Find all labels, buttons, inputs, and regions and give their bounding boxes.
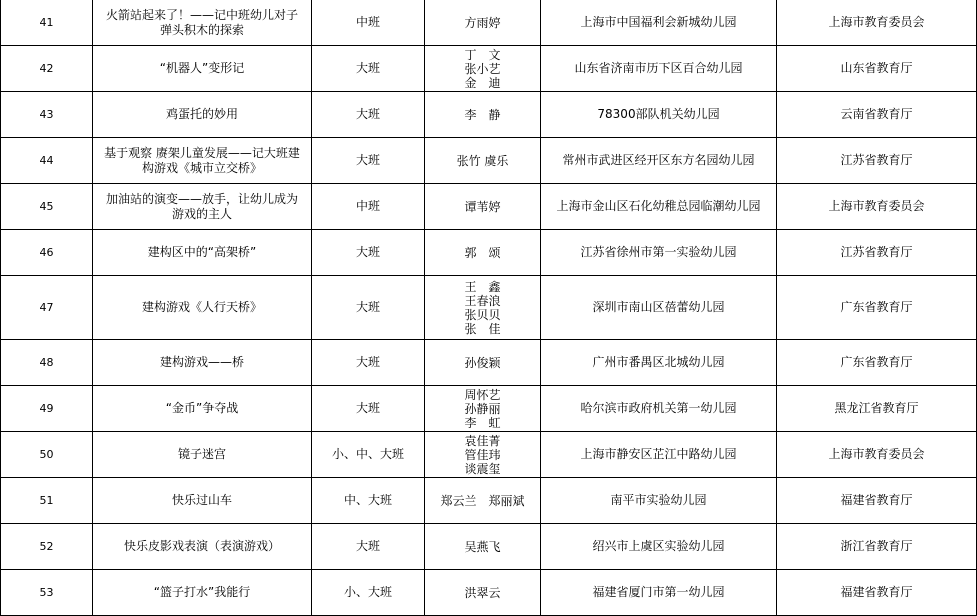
- class-level-cell: 中班: [312, 184, 425, 230]
- title-line: 火箭站起来了！——记中班幼儿对子: [105, 7, 298, 22]
- kindergarten-cell: 江苏省徐州市第一实验幼儿园: [541, 230, 777, 276]
- title-cell: [93, 0, 312, 46]
- row-number-cell: 43: [1, 92, 93, 138]
- row-number-cell: 44: [1, 138, 93, 184]
- title-line: 快乐皮影戏表演（表演游戏）: [123, 539, 280, 553]
- department-cell: 广东省教育厅: [777, 276, 977, 340]
- title-cell: [93, 478, 312, 524]
- author-name: 管佳玮: [464, 447, 501, 462]
- title-cell: [93, 184, 312, 230]
- title-line: “篮子打水”我能行: [153, 585, 251, 599]
- kindergarten-cell: 上海市静安区芷江中路幼儿园: [541, 432, 777, 478]
- class-level-cell: 大班: [312, 276, 425, 340]
- row-number-cell: 51: [1, 478, 93, 524]
- author-name: 丁 文: [464, 47, 501, 62]
- title-line: 快乐过山车: [171, 493, 232, 507]
- authors-cell: [425, 138, 541, 184]
- authors-cell: [425, 230, 541, 276]
- author-name: 谈震玺: [464, 461, 501, 476]
- title-line: 建构游戏《人行天桥》: [141, 300, 262, 314]
- author-name: 李 虹: [464, 415, 501, 430]
- title-cell: [93, 138, 312, 184]
- author-name: 吴燕飞: [464, 539, 501, 554]
- title-line: 构游戏《城市立交桥》: [141, 160, 262, 175]
- table-row: [1, 386, 977, 432]
- row-number-cell: 46: [1, 230, 93, 276]
- author-name: 李 静: [464, 107, 501, 122]
- authors-cell: [425, 386, 541, 432]
- title-cell: [93, 92, 312, 138]
- department-cell: 福建省教育厅: [777, 570, 977, 616]
- title-cell: [93, 432, 312, 478]
- kindergarten-cell: 绍兴市上虞区实验幼儿园: [541, 524, 777, 570]
- author-name: 王 鑫: [464, 279, 501, 294]
- row-number-cell: 42: [1, 46, 93, 92]
- authors-cell: [425, 478, 541, 524]
- table-row: [1, 570, 977, 616]
- authors-cell: [425, 92, 541, 138]
- department-cell: 江苏省教育厅: [777, 230, 977, 276]
- table-row: [1, 92, 977, 138]
- author-name: 张小艺: [464, 61, 501, 76]
- row-number-cell: 52: [1, 524, 93, 570]
- authors-cell: [425, 276, 541, 340]
- class-level-cell: 中、大班: [312, 478, 425, 524]
- class-level-cell: 中班: [312, 0, 425, 46]
- row-number-cell: 50: [1, 432, 93, 478]
- author-name: 金 迪: [464, 75, 501, 90]
- author-name: 谭苇婷: [464, 199, 501, 214]
- kindergarten-cell: 福建省厦门市第一幼儿园: [541, 570, 777, 616]
- table-row: [1, 340, 977, 386]
- table-row: [1, 524, 977, 570]
- kindergarten-cell: 南平市实验幼儿园: [541, 478, 777, 524]
- title-line: “机器人”变形记: [159, 61, 245, 75]
- table-row: [1, 276, 977, 340]
- author-name: 张竹 虞乐: [456, 153, 509, 168]
- class-level-cell: 大班: [312, 46, 425, 92]
- authors-cell: [425, 0, 541, 46]
- author-name: 方雨婷: [464, 15, 501, 30]
- kindergarten-cell: 上海市中国福利会新城幼儿园: [541, 0, 777, 46]
- table-body: [1, 0, 977, 616]
- table-row: [1, 46, 977, 92]
- class-level-cell: 大班: [312, 92, 425, 138]
- title-cell: [93, 46, 312, 92]
- row-number-cell: 45: [1, 184, 93, 230]
- class-level-cell: 大班: [312, 524, 425, 570]
- authors-cell: [425, 184, 541, 230]
- department-cell: 上海市教育委员会: [777, 0, 977, 46]
- author-name: 周怀艺: [464, 387, 501, 402]
- title-line: 游戏的主人: [171, 206, 232, 221]
- kindergarten-cell: 广州市番禺区北城幼儿园: [541, 340, 777, 386]
- table-row: [1, 230, 977, 276]
- title-cell: [93, 386, 312, 432]
- author-name: 洪翠云: [464, 585, 501, 600]
- row-number-cell: 41: [1, 0, 93, 46]
- title-line: 建构游戏——桥: [159, 355, 244, 369]
- kindergarten-cell: 山东省济南市历下区百合幼儿园: [541, 46, 777, 92]
- department-cell: 福建省教育厅: [777, 478, 977, 524]
- row-number-cell: 47: [1, 276, 93, 340]
- kindergarten-cell: 深圳市南山区蓓蕾幼儿园: [541, 276, 777, 340]
- authors-cell: [425, 46, 541, 92]
- table-row: [1, 478, 977, 524]
- table-row: [1, 0, 977, 46]
- row-number-cell: 49: [1, 386, 93, 432]
- authors-cell: [425, 570, 541, 616]
- class-level-cell: 大班: [312, 230, 425, 276]
- author-name: 郑云兰 郑丽斌: [440, 493, 525, 508]
- title-line: 基于观察 赓架儿童发展——记大班建: [104, 145, 300, 160]
- title-line: 加油站的演变——放手，让幼儿成为: [105, 191, 298, 206]
- title-line: 弹头积木的探索: [159, 22, 244, 37]
- row-number-cell: 53: [1, 570, 93, 616]
- author-name: 张贝贝: [464, 307, 501, 322]
- title-cell: [93, 570, 312, 616]
- department-cell: 广东省教育厅: [777, 340, 977, 386]
- title-line: 镜子迷宫: [177, 447, 226, 461]
- kindergarten-cell: 哈尔滨市政府机关第一幼儿园: [541, 386, 777, 432]
- department-cell: 云南省教育厅: [777, 92, 977, 138]
- kindergarten-cell: 78300部队机关幼儿园: [541, 92, 777, 138]
- class-level-cell: 大班: [312, 340, 425, 386]
- authors-cell: [425, 524, 541, 570]
- author-name: 王春浪: [464, 293, 501, 308]
- row-number-cell: 48: [1, 340, 93, 386]
- class-level-cell: 大班: [312, 138, 425, 184]
- table-row: [1, 138, 977, 184]
- title-cell: [93, 230, 312, 276]
- title-line: 建构区中的“高架桥”: [147, 245, 257, 259]
- department-cell: 山东省教育厅: [777, 46, 977, 92]
- table-row: [1, 184, 977, 230]
- table-row: [1, 432, 977, 478]
- class-level-cell: 小、大班: [312, 570, 425, 616]
- authors-cell: [425, 432, 541, 478]
- kindergarten-cell: 上海市金山区石化幼稚总园临潮幼儿园: [541, 184, 777, 230]
- department-cell: 上海市教育委员会: [777, 432, 977, 478]
- title-cell: [93, 524, 312, 570]
- title-cell: [93, 276, 312, 340]
- author-name: 张 佳: [464, 321, 501, 336]
- authors-cell: [425, 340, 541, 386]
- department-cell: 浙江省教育厅: [777, 524, 977, 570]
- class-level-cell: 小、中、大班: [312, 432, 425, 478]
- author-name: 孙俊颖: [464, 355, 501, 370]
- kindergarten-cell: 常州市武进区经开区东方名园幼儿园: [541, 138, 777, 184]
- author-name: 孙静丽: [464, 401, 501, 416]
- author-name: 郭 颂: [464, 245, 501, 260]
- class-level-cell: 大班: [312, 386, 425, 432]
- department-cell: 上海市教育委员会: [777, 184, 977, 230]
- department-cell: 黑龙江省教育厅: [777, 386, 977, 432]
- title-line: 鸡蛋托的妙用: [165, 107, 238, 121]
- author-name: 袁佳菁: [464, 433, 501, 448]
- title-cell: [93, 340, 312, 386]
- title-line: “金币”争夺战: [165, 401, 239, 415]
- department-cell: 江苏省教育厅: [777, 138, 977, 184]
